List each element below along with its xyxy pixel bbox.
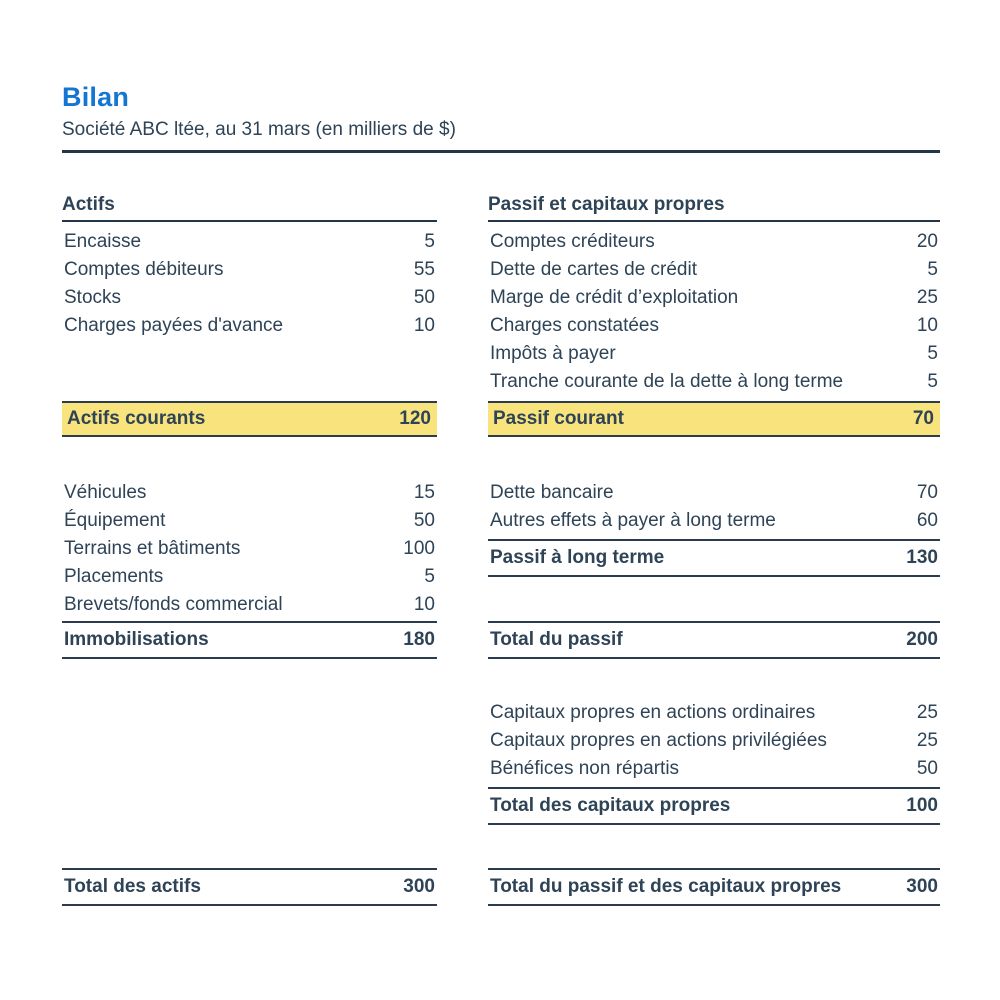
current-liabilities-rows — [488, 228, 940, 396]
current-assets-total-row — [62, 401, 437, 437]
line-item-label: Terrains et bâtiments — [64, 538, 241, 559]
table-row — [62, 312, 437, 340]
line-item-label: Dette de cartes de crédit — [490, 259, 697, 280]
line-item-value: 60 — [916, 510, 938, 531]
line-item-value: 50 — [413, 510, 435, 531]
table-row — [62, 479, 437, 507]
table-row — [488, 727, 940, 755]
line-item-label: Encaisse — [64, 231, 142, 252]
line-item-value: 15 — [413, 482, 435, 503]
subtotal-label: Passif courant — [493, 408, 624, 429]
subtotal-value: 120 — [399, 408, 431, 429]
table-row — [488, 699, 940, 727]
subtotal-value: 100 — [906, 795, 938, 816]
table-row — [488, 479, 940, 507]
table-row — [62, 535, 437, 563]
assets-header: Actifs — [62, 193, 437, 222]
liabilities-header: Passif et capitaux propres — [488, 193, 940, 222]
line-item-label: Dette bancaire — [490, 482, 614, 503]
line-item-value: 5 — [927, 259, 938, 280]
table-row — [488, 755, 940, 783]
subtotal-value: 200 — [906, 629, 938, 650]
line-item-value: 5 — [927, 343, 938, 364]
subtotal-value: 70 — [912, 408, 934, 429]
line-item-label: Capitaux propres en actions privilégiées — [490, 730, 827, 751]
liabilities-column — [488, 193, 940, 908]
page-title: Bilan — [62, 82, 130, 112]
line-item-label: Tranche courante de la dette à long terme — [490, 371, 844, 392]
liabilities-grand-total-row — [488, 868, 940, 906]
current-assets-rows — [62, 228, 437, 340]
line-item-label: Véhicules — [64, 482, 147, 503]
total-liabilities-row — [488, 621, 940, 659]
assets-grand-total-row — [62, 868, 437, 906]
table-row — [62, 228, 437, 256]
line-item-value: 10 — [413, 594, 435, 615]
table-row — [488, 284, 940, 312]
subtotal-label: Actifs courants — [67, 408, 206, 429]
subtotal-label: Total du passif — [490, 629, 623, 650]
longterm-liabilities-total-row — [488, 539, 940, 577]
line-item-value: 20 — [916, 231, 938, 252]
table-row — [488, 368, 940, 396]
page-subtitle: Société ABC ltée, au 31 mars (en milliers de $) — [62, 119, 456, 140]
equity-total-row — [488, 787, 940, 825]
line-item-value: 10 — [413, 315, 435, 336]
line-item-label: Capitaux propres en actions ordinaires — [490, 702, 816, 723]
line-item-label: Marge de crédit d’exploitation — [490, 287, 739, 308]
table-row — [62, 284, 437, 312]
line-item-value: 55 — [413, 259, 435, 280]
line-item-value: 10 — [916, 315, 938, 336]
line-item-value: 25 — [916, 287, 938, 308]
assets-column — [62, 193, 437, 908]
line-item-label: Comptes créditeurs — [490, 231, 655, 252]
table-row — [62, 507, 437, 535]
grand-total-label: Total des actifs — [64, 876, 201, 897]
grand-total-label: Total du passif et des capitaux propres — [490, 876, 842, 897]
line-item-label: Impôts à payer — [490, 343, 616, 364]
line-item-label: Stocks — [64, 287, 122, 308]
line-item-label: Charges payées d'avance — [64, 315, 284, 336]
line-item-value: 25 — [916, 730, 938, 751]
table-row — [62, 563, 437, 591]
subtotal-value: 180 — [403, 629, 435, 650]
table-row — [62, 591, 437, 619]
line-item-value: 25 — [916, 702, 938, 723]
line-item-label: Charges constatées — [490, 315, 659, 336]
header-divider — [62, 150, 940, 153]
fixed-assets-total-row — [62, 621, 437, 659]
grand-total-value: 300 — [906, 876, 938, 897]
table-row — [62, 256, 437, 284]
line-item-value: 5 — [424, 231, 435, 252]
fixed-assets-rows — [62, 479, 437, 619]
line-item-label: Bénéfices non répartis — [490, 758, 680, 779]
line-item-value: 70 — [916, 482, 938, 503]
page-header — [0, 0, 1000, 153]
line-item-label: Équipement — [64, 510, 166, 531]
subtotal-label: Passif à long terme — [490, 547, 665, 568]
line-item-value: 50 — [916, 758, 938, 779]
line-item-value: 100 — [403, 538, 435, 559]
table-row — [488, 507, 940, 535]
subtotal-value: 130 — [906, 547, 938, 568]
line-item-value: 5 — [927, 371, 938, 392]
line-item-label: Brevets/fonds commercial — [64, 594, 283, 615]
subtotal-label: Total des capitaux propres — [490, 795, 731, 816]
subtotal-label: Immobilisations — [64, 629, 209, 650]
current-liabilities-total-row — [488, 401, 940, 437]
table-row — [488, 256, 940, 284]
line-item-value: 5 — [424, 566, 435, 587]
table-row — [488, 228, 940, 256]
line-item-value: 50 — [413, 287, 435, 308]
line-item-label: Placements — [64, 566, 164, 587]
table-row — [488, 340, 940, 368]
equity-rows — [488, 699, 940, 783]
grand-total-value: 300 — [403, 876, 435, 897]
table-row — [488, 312, 940, 340]
longterm-liabilities-rows — [488, 479, 940, 535]
line-item-label: Comptes débiteurs — [64, 259, 224, 280]
line-item-label: Autres effets à payer à long terme — [490, 510, 776, 531]
